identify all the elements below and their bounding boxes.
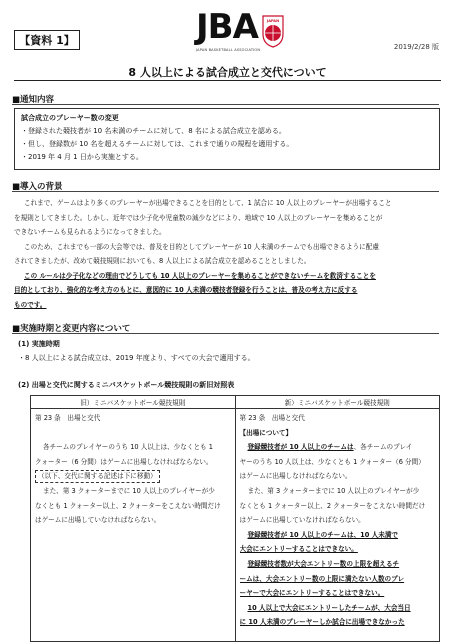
subsection-heading: (2) 出場と交代に関するミニバスケットボール競技規則の新旧対照表 xyxy=(18,381,235,389)
background-text xyxy=(14,196,440,312)
rule-line: クォーター（6 分間）はゲームに出場しなければならない。 xyxy=(35,457,213,466)
rule-line: また、第 3 クォーターまでに 10 人以上のプレイヤーが少 xyxy=(43,486,215,495)
new-rule-cell xyxy=(235,409,440,642)
old-rule-cell xyxy=(31,409,236,642)
rule-line-emphasis: 大会にエントリーすることはできない。 xyxy=(239,545,358,554)
title-divider xyxy=(14,80,441,81)
notice-item: ・但し、登録数が 10 名を超えるチームに対しては、これまで通りの規程を適用する。 xyxy=(21,140,294,148)
paragraph-line-emphasis: ものです。 xyxy=(14,300,47,309)
logo-badge-icon xyxy=(260,14,286,48)
logo-text: JBA xyxy=(196,7,258,47)
section-divider xyxy=(12,191,439,192)
paragraph-line: できないチームも見られるようになってきました。 xyxy=(14,228,166,236)
notice-item: ・2019 年 4 月 1 日から実施とする。 xyxy=(21,153,143,161)
paragraph-line: これまで、ゲームはより多くのプレーヤーが出場できることを目的として、1 試合に 10 人以上のプレーヤーが出場すること xyxy=(24,199,392,207)
notice-item: ・登録された競技者が 10 名未満のチームに対して、8 名による試合成立を認める。 xyxy=(21,127,286,135)
rule-line: はゲームに出場しなければならない。 xyxy=(239,472,352,481)
logo-subtitle: JAPAN BASKETBALL ASSOCIATION xyxy=(196,48,261,52)
rule-line-emphasis: ーヤーで大会にエントリーすることはできない。 xyxy=(239,589,385,598)
rule-line: ヤーのうち 10 人以上は、少なくとも 1 クォーター（6 分間） xyxy=(239,457,425,466)
page-title: 8 人以上による試合成立と交代について xyxy=(128,66,327,79)
rule-line: 、各チームのプレイ xyxy=(353,443,413,452)
rule-line: なくとも 1 クォーター以上、2 クォーターをこえない時間だけ xyxy=(35,501,221,510)
notice-box xyxy=(14,108,440,170)
rule-line: はゲームに出場していなければならない。 xyxy=(35,516,161,525)
paragraph-line: を規則としてきました。しかし、近年では少子化や児童数の減少などにより、地域で 10 人以上のプレーヤーを集めることが xyxy=(14,213,383,222)
rule-line-emphasis: 登録競技者が 10 人以上のチームは xyxy=(247,443,354,452)
paragraph-line: されてきましたが、改めて競技規則においても、8 人以上による試合成立を認めることとしました。 xyxy=(14,257,311,265)
rule-line: また、第 3 クォーターまでに 10 人以上のプレイヤーが少 xyxy=(247,486,420,495)
rule-line-emphasis: に 10 人未満のプレーヤーしか試合に出場できなかった xyxy=(239,618,405,627)
section-heading-background: ■導入の背景 xyxy=(12,182,63,192)
article-title: 第 23 条 出場と交代 xyxy=(239,414,305,422)
table-header: 新）ミニバスケットボール競技規則 xyxy=(235,396,440,409)
rule-subheading: 【出場について】 xyxy=(239,428,293,437)
comparison-table xyxy=(30,395,440,642)
table-header: 旧）ミニバスケットボール競技規則 xyxy=(31,396,236,409)
document-date: 2019/2/28 版 xyxy=(393,43,439,51)
jba-logo xyxy=(196,7,296,56)
moved-note: （以下、交代に関する記述は下に移動） xyxy=(35,470,160,483)
rule-line: なくとも 1 クォーター以上、2 クォーターをこえない時間だけ xyxy=(239,501,426,510)
rule-line-emphasis: 10 人以上で大会にエントリーしたチームが、大会当日 xyxy=(247,603,411,612)
paragraph-line-emphasis: この ルールは少子化などの理由でどうしても 10 人以上のプレーヤーを集めることができないチームを救済することを xyxy=(24,271,376,280)
article-title: 第 23 条 出場と交代 xyxy=(35,414,101,422)
svg-text:JAPAN: JAPAN xyxy=(266,19,280,23)
notice-subheading: 試合成立のプレーヤー数の変更 xyxy=(21,114,119,122)
document-label: 【資料 1】 xyxy=(14,30,80,50)
section-heading-schedule: ■実施時期と変更内容について xyxy=(12,324,131,334)
section-divider xyxy=(12,104,439,105)
section-heading-notice: ■通知内容 xyxy=(12,95,55,105)
rule-line: はゲームに出場していなければならない。 xyxy=(239,516,365,525)
rule-line-emphasis: ームは、大会エントリー数の上限に満たない人数のプレ xyxy=(239,574,405,583)
section-divider xyxy=(12,333,439,334)
rule-line-emphasis: 登録競技者数が大会エントリー数の上限を超えるチ xyxy=(247,559,400,568)
schedule-text: ・8 人以上による試合成立は、2019 年度より、すべての大会で適用する。 xyxy=(18,354,255,362)
rule-line: 各チームのプレイヤーのうち 10 人以上は、少なくとも 1 xyxy=(43,443,213,452)
rule-line-emphasis: 登録競技者が 10 人以上のチームは、10 人未満で xyxy=(247,530,399,539)
paragraph-line: このため、これまでも一部の大会等では、普及を目的としてプレーヤーが 10 人未満のチームでも出場できるように配慮 xyxy=(24,242,379,251)
subsection-heading: (1) 実施時期 xyxy=(18,340,60,348)
paragraph-line-emphasis: 目的としており、強化的な考え方のもとに、意図的に 10 人未満の競技者登録を行うことは、普及の考え方に反する xyxy=(14,286,358,294)
